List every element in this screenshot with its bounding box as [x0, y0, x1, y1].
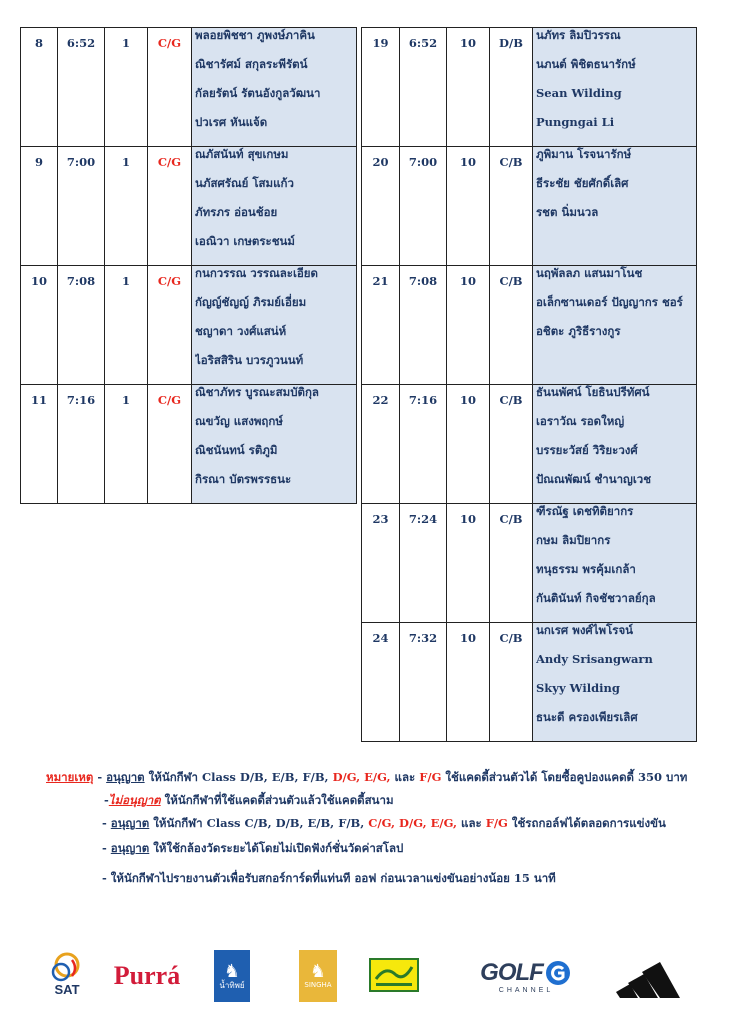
player-name: [536, 227, 696, 256]
player-class: C/G: [148, 266, 192, 385]
player-name: ธีระชัย ชัยศักดิ์เลิศ: [536, 176, 629, 190]
lion-icon: ♞: [223, 960, 241, 982]
start-hole: 10: [447, 504, 490, 623]
remarks-text: -: [102, 816, 111, 830]
group-number: 11: [21, 385, 58, 504]
player-name: เอราวัณ รอดใหญ่: [536, 414, 625, 428]
remarks-text: ให้ใช้กล้องวัดระยะได้โดยไม่เปิดฟังก์ชั่นวัดค่าสโลป: [149, 841, 404, 855]
player-class: C/B: [490, 147, 533, 266]
player-name: นภัทร ลิมปิวรรณ: [536, 28, 621, 42]
group-number: 24: [362, 623, 400, 742]
player-name: บรรยะวัสย์ วิริยะวงศ์: [536, 443, 638, 457]
group-number: 9: [21, 147, 58, 266]
player-name: กษม ลิมปิยากร: [536, 533, 611, 547]
player-list: [192, 385, 357, 504]
remarks-line-4: [102, 840, 403, 858]
sponsor-logos: [0, 950, 729, 1010]
remarks-text: ใช้รถกอล์ฟได้ตลอดการแข่งขัน: [507, 816, 666, 830]
remarks-line-2: [104, 792, 394, 810]
namthip-wordmark: น้ำทิพย์: [219, 980, 245, 990]
player-list: [533, 385, 697, 504]
table-row: [21, 266, 357, 385]
group-number: 19: [362, 28, 400, 147]
player-name: Skyy Wilding: [536, 681, 620, 695]
player-class: C/B: [490, 623, 533, 742]
player-class: C/G: [148, 385, 192, 504]
player-name: Pungngai Li: [536, 115, 615, 129]
player-name: ณิชนันทน์ รติภูมิ: [195, 443, 278, 457]
player-name: ทนุธรรม พรคุ้มเกล้า: [536, 562, 636, 576]
player-name: นภัสศรัณย์ โสมแก้ว: [195, 176, 294, 190]
start-hole: 1: [105, 28, 148, 147]
player-class: D/B: [490, 28, 533, 147]
remarks-line-5: - ให้นักกีฬาไปรายงานตัวเพื่อรับสกอร์การ์ดที่แท่นที ออฟ ก่อนเวลาแข่งขันอย่างน้อย 15 นาที: [102, 871, 556, 885]
right-tee-body: [362, 28, 697, 742]
group-number: 21: [362, 266, 400, 385]
group-number: 8: [21, 28, 58, 147]
adidas-logo: [616, 950, 682, 1002]
player-name: ณขวัญ แสงพฤกษ์: [195, 414, 283, 428]
remarks-text: ให้นักกีฬา Class C/B, D/B, E/B, F/B,: [149, 816, 369, 830]
yellow-brand-icon: [368, 953, 420, 999]
table-row: [21, 28, 357, 147]
player-name: กิรณา บัตรพรรธนะ: [195, 472, 292, 486]
player-class: C/G: [148, 28, 192, 147]
start-hole: 10: [447, 28, 490, 147]
player-name: ณิชาภัทร บูรณะสมบัติกุล: [195, 385, 319, 399]
player-list: [192, 28, 357, 147]
left-tee-body: [21, 28, 357, 504]
player-name: ณิชารัศม์ สกุลระพีรัตน์: [195, 57, 308, 71]
player-list: [192, 147, 357, 266]
adidas-stripes-icon: [616, 954, 682, 998]
player-list: [192, 266, 357, 385]
player-name: ไอริสสิริน บวรภูวนนท์: [195, 353, 304, 367]
tee-time: 7:16: [58, 385, 105, 504]
left-tee-table: [20, 27, 357, 504]
table-row: [21, 385, 357, 504]
sat-emblem-icon: [42, 950, 92, 1002]
table-row: [362, 504, 697, 623]
start-hole: 10: [447, 623, 490, 742]
tee-time: 7:24: [400, 504, 447, 623]
player-name: ธนะดี ครองเพียรเลิศ: [536, 710, 638, 724]
player-name: ธันนพัศน์ โยธินปรีทัศน์: [536, 385, 650, 399]
channel-wordmark: CHANNEL: [498, 986, 554, 994]
player-list: [533, 28, 697, 147]
singha-logo: [299, 950, 337, 1002]
start-hole: 1: [105, 147, 148, 266]
remarks-line-3: [102, 815, 666, 833]
start-hole: 10: [447, 266, 490, 385]
table-row: [362, 623, 697, 742]
player-list: [533, 504, 697, 623]
class-highlight: D/G, E/G,: [332, 770, 391, 784]
singha-lion-icon: ♞: [309, 961, 327, 983]
player-name: Sean Wilding: [536, 86, 622, 100]
remarks-text: -: [102, 841, 111, 855]
group-number: 20: [362, 147, 400, 266]
player-list: [533, 266, 697, 385]
class-highlight: F/G: [419, 770, 442, 784]
player-class: C/B: [490, 385, 533, 504]
namthip-logo: [214, 950, 250, 1002]
tee-time: 7:32: [400, 623, 447, 742]
player-name: กัญญ์ชัญญ์ ภิรมย์เอี่ยม: [195, 295, 307, 309]
group-number: 22: [362, 385, 400, 504]
table-row: [362, 147, 697, 266]
singha-wordmark: SINGHA: [304, 981, 332, 990]
start-hole: 10: [447, 385, 490, 504]
player-name: [536, 346, 696, 375]
player-name: เอณิวา เกษตระชนม์: [195, 234, 295, 248]
start-hole: 1: [105, 266, 148, 385]
player-name: รชต นิ่มนวล: [536, 205, 599, 219]
player-name: อเล็กซานเดอร์ ปัญญากร ชอร์: [536, 295, 683, 309]
player-class: C/B: [490, 266, 533, 385]
start-hole: 1: [105, 385, 148, 504]
table-row: [362, 28, 697, 147]
table-row: [21, 147, 357, 266]
class-highlight: F/G: [485, 816, 508, 830]
remarks-text: -: [104, 793, 109, 807]
tee-time: 6:52: [58, 28, 105, 147]
tee-time: 7:16: [400, 385, 447, 504]
tee-time: 7:08: [400, 266, 447, 385]
player-class: C/G: [148, 147, 192, 266]
remarks-label: หมายเหตุ: [46, 770, 94, 784]
tee-time: 7:00: [400, 147, 447, 266]
player-name: นฤพัลลภ แสนมาโนช: [536, 266, 643, 280]
class-highlight: C/G, D/G, E/G,: [368, 816, 458, 830]
table-row: [362, 385, 697, 504]
yellow-brand-logo: [368, 950, 420, 1002]
player-name: กัลยรัตน์ รัตนอังกูลวัฒนา: [195, 86, 321, 100]
table-row: [362, 266, 697, 385]
sat-logo: [42, 950, 92, 1002]
player-name: ฑีรณัฐ เดชทิติยากร: [536, 504, 634, 518]
player-name: กันตินันท์ กิจชัชวาลย์กุล: [536, 591, 656, 605]
golf-channel-logo: [468, 950, 584, 1002]
remarks-text: -: [97, 770, 107, 784]
svg-text:SAT: SAT: [54, 982, 80, 997]
golf-wordmark: GOLF: [480, 958, 543, 986]
purra-wordmark: Purrá: [113, 961, 181, 990]
player-name: ภัทรภร อ่อนช้อย: [195, 205, 278, 219]
allow-text: อนุญาต: [110, 816, 150, 830]
player-list: [533, 147, 697, 266]
player-name: อชิตะ ภูริธีรางกูร: [536, 324, 621, 338]
remarks-text: ใช้แคดดี้ส่วนตัวได้ โดยซื้อคูปองแคดดี้ 350 บาท: [441, 770, 688, 784]
group-number: 10: [21, 266, 58, 385]
remarks-text: และ: [390, 770, 420, 784]
purra-logo: [110, 950, 184, 1002]
player-name: Andy Srisangwarn: [536, 652, 653, 666]
allow-text: อนุญาต: [106, 770, 145, 784]
remarks-text: ให้นักกีฬา Class D/B, E/B, F/B,: [144, 770, 333, 784]
player-name: ภูพิมาน โรจนารักษ์: [536, 147, 632, 161]
tee-time: 7:00: [58, 147, 105, 266]
player-name: พลอยพิชชา ภูพงษ์ภาคิน: [195, 28, 315, 42]
player-name: ปวเรศ หันแจ้ด: [195, 115, 268, 129]
player-name: ณภัสนันท์ สุขเกษม: [195, 147, 289, 161]
player-class: C/B: [490, 504, 533, 623]
not-allow-text: ไม่อนุญาต: [108, 793, 161, 807]
player-name: กนกวรรณ วรรณละเอียด: [195, 266, 319, 280]
remarks-line-1: [46, 769, 687, 787]
player-name: นภนต์ พิชิตธนารักษ์: [536, 57, 636, 71]
tee-time: 6:52: [400, 28, 447, 147]
player-name: ชญาดา วงศ์แสน่ห์: [195, 324, 287, 338]
right-tee-table: [361, 27, 697, 742]
golf-channel-g-icon: [544, 959, 572, 987]
allow-text: อนุญาต: [110, 841, 150, 855]
remarks-text: และ: [457, 816, 486, 830]
start-hole: 10: [447, 147, 490, 266]
remarks-text: ให้นักกีฬาที่ใช้แคดดี้ส่วนตัวแล้วใช้แคดดี้สนาม: [160, 793, 394, 807]
player-name: นกเรศ พงศ์ไพโรจน์: [536, 623, 634, 637]
group-number: 23: [362, 504, 400, 623]
player-list: [533, 623, 697, 742]
tee-time: 7:08: [58, 266, 105, 385]
player-name: ปัณณพัฒน์ ชำนาญเวช: [536, 472, 652, 486]
